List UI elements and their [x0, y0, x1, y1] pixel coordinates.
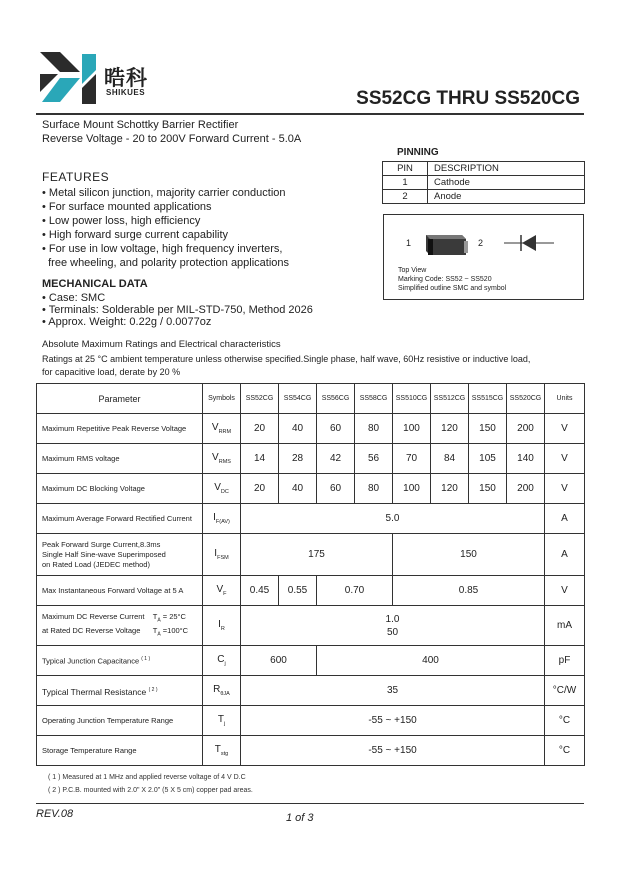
- unit-cell: °C/W: [545, 676, 585, 706]
- table-row: [37, 414, 585, 444]
- parameter-cell: Maximum DC Blocking Voltage: [37, 474, 203, 504]
- footer-rule: [36, 803, 584, 804]
- table-row: [37, 534, 585, 576]
- symbols-header: Symbols: [203, 384, 241, 414]
- pin-number: 1: [383, 176, 428, 190]
- unit-cell: A: [545, 534, 585, 576]
- value-cell: 56: [355, 444, 393, 474]
- unit-cell: pF: [545, 646, 585, 676]
- part-header: SS512CG: [431, 384, 469, 414]
- value-cell: 0.45: [241, 576, 279, 606]
- mechanical-item: • Case: SMC: [42, 292, 106, 304]
- value-cell: 150: [469, 414, 507, 444]
- part-header: SS510CG: [393, 384, 431, 414]
- mechanical-item: • Terminals: Solderable per MIL-STD-750, Method 2026: [42, 304, 313, 316]
- pin-column-header: PIN: [383, 162, 428, 176]
- pin2-label: 2: [478, 238, 484, 248]
- unit-cell: mA: [545, 606, 585, 646]
- part-header: SS515CG: [469, 384, 507, 414]
- value-cell: 175: [241, 534, 393, 576]
- footnote: ( 1 ) Measured at 1 MHz and applied reverse voltage of 4 V D.C: [48, 774, 246, 781]
- pin-number: 2: [383, 190, 428, 204]
- symbol-cell: $T_j$: [203, 706, 241, 736]
- symbol-cell: $C_j$: [203, 646, 241, 676]
- value-cell: 40: [279, 474, 317, 504]
- value-cell: 0.55: [279, 576, 317, 606]
- brand-chinese-name: 晧科: [104, 67, 148, 90]
- symbol-cell: $I_{F(AV)}$: [203, 504, 241, 534]
- smc-package-icon: [420, 227, 470, 261]
- ratings-table: [36, 383, 585, 766]
- top-view-label: Top View: [398, 267, 427, 274]
- units-header: Units: [545, 384, 585, 414]
- value-cell: 80: [355, 414, 393, 444]
- company-logo: [36, 48, 98, 108]
- symbol-cell: $I_R$: [203, 606, 241, 646]
- value-cell: 60: [317, 414, 355, 444]
- value-cell: 150: [393, 534, 545, 576]
- value-cell: 100: [393, 474, 431, 504]
- feature-item: • Metal silicon junction, majority carrier conduction: [42, 187, 286, 199]
- package-diagram: [383, 214, 584, 300]
- feature-item: free wheeling, and polarity protection applications: [42, 257, 290, 269]
- feature-item: • For surface mounted applications: [42, 201, 212, 213]
- ratings-heading: Absolute Maximum Ratings and Electrical characteristics: [42, 339, 281, 350]
- symbol-cell: $V_{RMS}$: [203, 444, 241, 474]
- parameter-cell: Peak Forward Surge Current,8.3ms Single Half Sine-wave Superimposed on Rated Load (JEDEC method): [37, 534, 203, 576]
- part-range-title: SS52CG THRU SS520CG: [356, 88, 580, 109]
- value-cell: 105: [469, 444, 507, 474]
- brand-english-name: SHIKUES: [106, 88, 146, 97]
- table-row: [37, 576, 585, 606]
- feature-item: • Low power loss, high efficiency: [42, 215, 201, 227]
- table-row: [37, 606, 585, 646]
- value-cell: 600: [241, 646, 317, 676]
- value-cell: 1.0 50: [241, 606, 545, 646]
- unit-cell: °C: [545, 736, 585, 766]
- value-cell: 60: [317, 474, 355, 504]
- value-cell: 20: [241, 474, 279, 504]
- value-cell: 120: [431, 414, 469, 444]
- unit-cell: V: [545, 576, 585, 606]
- pinning-table: [382, 161, 585, 204]
- feature-item: • For use in low voltage, high frequency inverters,: [42, 243, 283, 255]
- value-cell: 28: [279, 444, 317, 474]
- pinning-heading: PINNING: [397, 147, 439, 158]
- part-header: SS520CG: [507, 384, 545, 414]
- parameter-cell: Maximum RMS voltage: [37, 444, 203, 474]
- parameter-cell: Operating Junction Temperature Range: [37, 706, 203, 736]
- symbol-cell: $T_{stg}$: [203, 736, 241, 766]
- value-cell: 80: [355, 474, 393, 504]
- table-header-row: [37, 384, 585, 414]
- feature-item: • High forward surge current capability: [42, 229, 229, 241]
- parameter-cell: Storage Temperature Range: [37, 736, 203, 766]
- unit-cell: A: [545, 504, 585, 534]
- value-cell: 120: [431, 474, 469, 504]
- value-cell: 84: [431, 444, 469, 474]
- unit-cell: °C: [545, 706, 585, 736]
- table-row: [37, 646, 585, 676]
- parameter-cell: Maximum Repetitive Peak Reverse Voltage: [37, 414, 203, 444]
- value-cell: 0.70: [317, 576, 393, 606]
- table-row: [37, 736, 585, 766]
- table-row: [37, 706, 585, 736]
- value-cell: 14: [241, 444, 279, 474]
- part-header: SS58CG: [355, 384, 393, 414]
- voltage-current-summary: Reverse Voltage - 20 to 200V Forward Current - 5.0A: [42, 133, 302, 145]
- value-cell: 150: [469, 474, 507, 504]
- features-list: [42, 186, 289, 270]
- value-cell: 0.85: [393, 576, 545, 606]
- parameter-cell: Max Instantaneous Forward Voltage at 5 A: [37, 576, 203, 606]
- value-cell: 200: [507, 474, 545, 504]
- table-row: [37, 444, 585, 474]
- mechanical-list: [42, 292, 313, 328]
- table-row: [37, 504, 585, 534]
- part-header: SS54CG: [279, 384, 317, 414]
- mechanical-item: • Approx. Weight: 0.22g / 0.0077oz: [42, 316, 212, 328]
- pin1-label: 1: [406, 238, 412, 248]
- value-cell: 140: [507, 444, 545, 474]
- part-header: SS52CG: [241, 384, 279, 414]
- page-number: 1 of 3: [286, 812, 314, 824]
- value-cell: 100: [393, 414, 431, 444]
- value-cell: 5.0: [241, 504, 545, 534]
- table-row: [37, 676, 585, 706]
- table-row: [37, 474, 585, 504]
- footnote: ( 2 ) P.C.B. mounted with 2.0" X 2.0" (5 X 5 cm) copper pad areas.: [48, 787, 253, 794]
- product-description: Surface Mount Schottky Barrier Rectifier: [42, 119, 239, 131]
- symbol-cell: $V_{RRM}$: [203, 414, 241, 444]
- parameter-cell: Maximum DC Reverse Current $T_A = 25^\circ C$ at Rated DC Reverse Voltage $T_A =100^\circ C$: [37, 606, 203, 646]
- unit-cell: V: [545, 414, 585, 444]
- revision-label: REV.08: [36, 808, 74, 820]
- parameter-cell: Typical Thermal Resistance $^{( 2 )}$: [37, 676, 203, 706]
- parameter-header: Parameter: [37, 384, 203, 414]
- symbol-cell: $V_F$: [203, 576, 241, 606]
- value-cell: 70: [393, 444, 431, 474]
- ratings-note-continued: for capacitive load, derate by 20 %: [42, 367, 181, 377]
- symbol-cell: $I_{FSM}$: [203, 534, 241, 576]
- value-cell: 400: [317, 646, 545, 676]
- value-cell: 42: [317, 444, 355, 474]
- value-cell: -55 ~ +150: [241, 736, 545, 766]
- mechanical-heading: MECHANICAL DATA: [42, 278, 148, 290]
- features-heading: FEATURES: [42, 170, 110, 184]
- marking-code-label: Marking Code: SS52 ~ SS520: [398, 276, 492, 283]
- description-column-header: DESCRIPTION: [428, 162, 585, 176]
- pin-description: Anode: [428, 190, 585, 204]
- symbol-cell: $R_{\theta JA}$: [203, 676, 241, 706]
- value-cell: 40: [279, 414, 317, 444]
- value-cell: 20: [241, 414, 279, 444]
- ratings-note: Ratings at 25 °C ambient temperature unless otherwise specified.Single phase, half wave, 60Hz resistive or inductive load,: [42, 354, 531, 364]
- parameter-cell: Typical Junction Capacitance $^{( 1 )}$: [37, 646, 203, 676]
- outline-label: Simplified outline SMC and symbol: [398, 285, 507, 292]
- value-cell: 200: [507, 414, 545, 444]
- parameter-cell: Maximum Average Forward Rectified Current: [37, 504, 203, 534]
- unit-cell: V: [545, 474, 585, 504]
- unit-cell: V: [545, 444, 585, 474]
- part-header: SS56CG: [317, 384, 355, 414]
- value-cell: 35: [241, 676, 545, 706]
- symbol-cell: $V_{DC}$: [203, 474, 241, 504]
- pin-description: Cathode: [428, 176, 585, 190]
- header-rule: [36, 113, 584, 115]
- diode-symbol-icon: [502, 229, 556, 257]
- value-cell: -55 ~ +150: [241, 706, 545, 736]
